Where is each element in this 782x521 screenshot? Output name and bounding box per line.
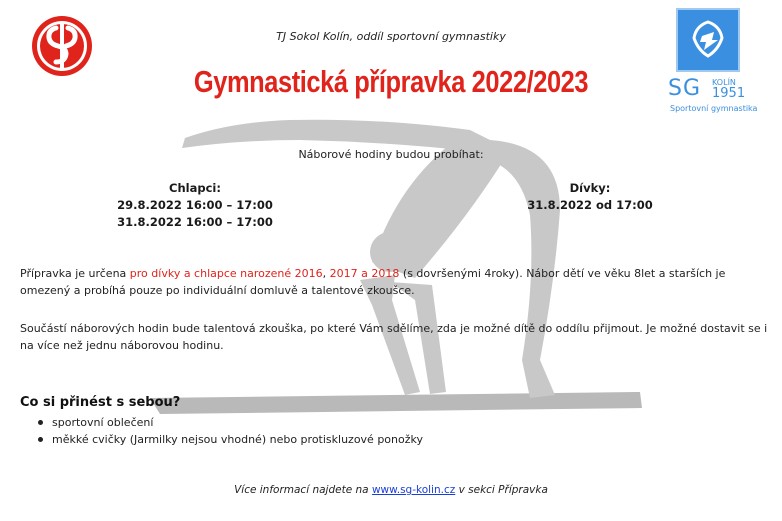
footer-info bbox=[0, 484, 782, 496]
boys-slot: 31.8.2022 16:00 – 17:00 bbox=[117, 215, 273, 229]
club-name: TJ Sokol Kolín, oddíl sportovní gymnastiky bbox=[276, 30, 506, 43]
bring-list bbox=[20, 414, 423, 448]
footer-text: Více informací najdete na bbox=[234, 484, 372, 496]
boys-schedule bbox=[90, 180, 300, 231]
footer-text: v sekci Přípravka bbox=[455, 484, 548, 496]
sg-logo-subtitle: Sportovní gymnastika bbox=[670, 104, 758, 113]
sg-logo-kolin: KOLÍN bbox=[712, 78, 736, 87]
girls-slot: 31.8.2022 od 17:00 bbox=[527, 198, 653, 212]
talent-test-paragraph: Součástí náborových hodin bude talentová zkouška, po které Vám sdělíme, zda je možné dítě do oddílu přijmout. Je možné dostavit se i na více než jednu náborovou hodinu. bbox=[20, 322, 768, 352]
eligibility-paragraph bbox=[20, 265, 770, 299]
website-link[interactable]: www.sg-kolin.cz bbox=[371, 484, 456, 496]
eligibility-text: Přípravka je určena bbox=[20, 267, 130, 280]
eligibility-highlight: pro dívky a chlapce narozené 2016 bbox=[129, 267, 323, 280]
list-item: sportovní oblečení bbox=[38, 414, 423, 431]
list-item: měkké cvičky (Jarmilky nejsou vhodné) nebo protiskluzové ponožky bbox=[38, 431, 423, 448]
recruitment-intro: Náborové hodiny budou probíhat: bbox=[298, 148, 484, 161]
eligibility-text: (s dovršenými 4roky). Nábor dětí ve věku 8let a starších je omezený a probíhá pouze po individuální domluvě a talentové zkoušce. bbox=[20, 267, 726, 297]
sg-logo-letters: SG bbox=[668, 76, 702, 101]
boys-slot: 29.8.2022 16:00 – 17:00 bbox=[117, 198, 273, 212]
sg-logo-year: 1951 bbox=[712, 86, 746, 101]
boys-label: Chlapci: bbox=[169, 181, 221, 195]
page-title: Gymnastická přípravka 2022/2023 bbox=[193, 64, 589, 99]
girls-label: Dívky: bbox=[569, 181, 611, 195]
eligibility-text: , bbox=[322, 267, 330, 280]
eligibility-highlight: 2017 a 2018 bbox=[329, 267, 400, 280]
bring-heading: Co si přinést s sebou? bbox=[20, 395, 181, 410]
girls-schedule bbox=[490, 180, 690, 214]
